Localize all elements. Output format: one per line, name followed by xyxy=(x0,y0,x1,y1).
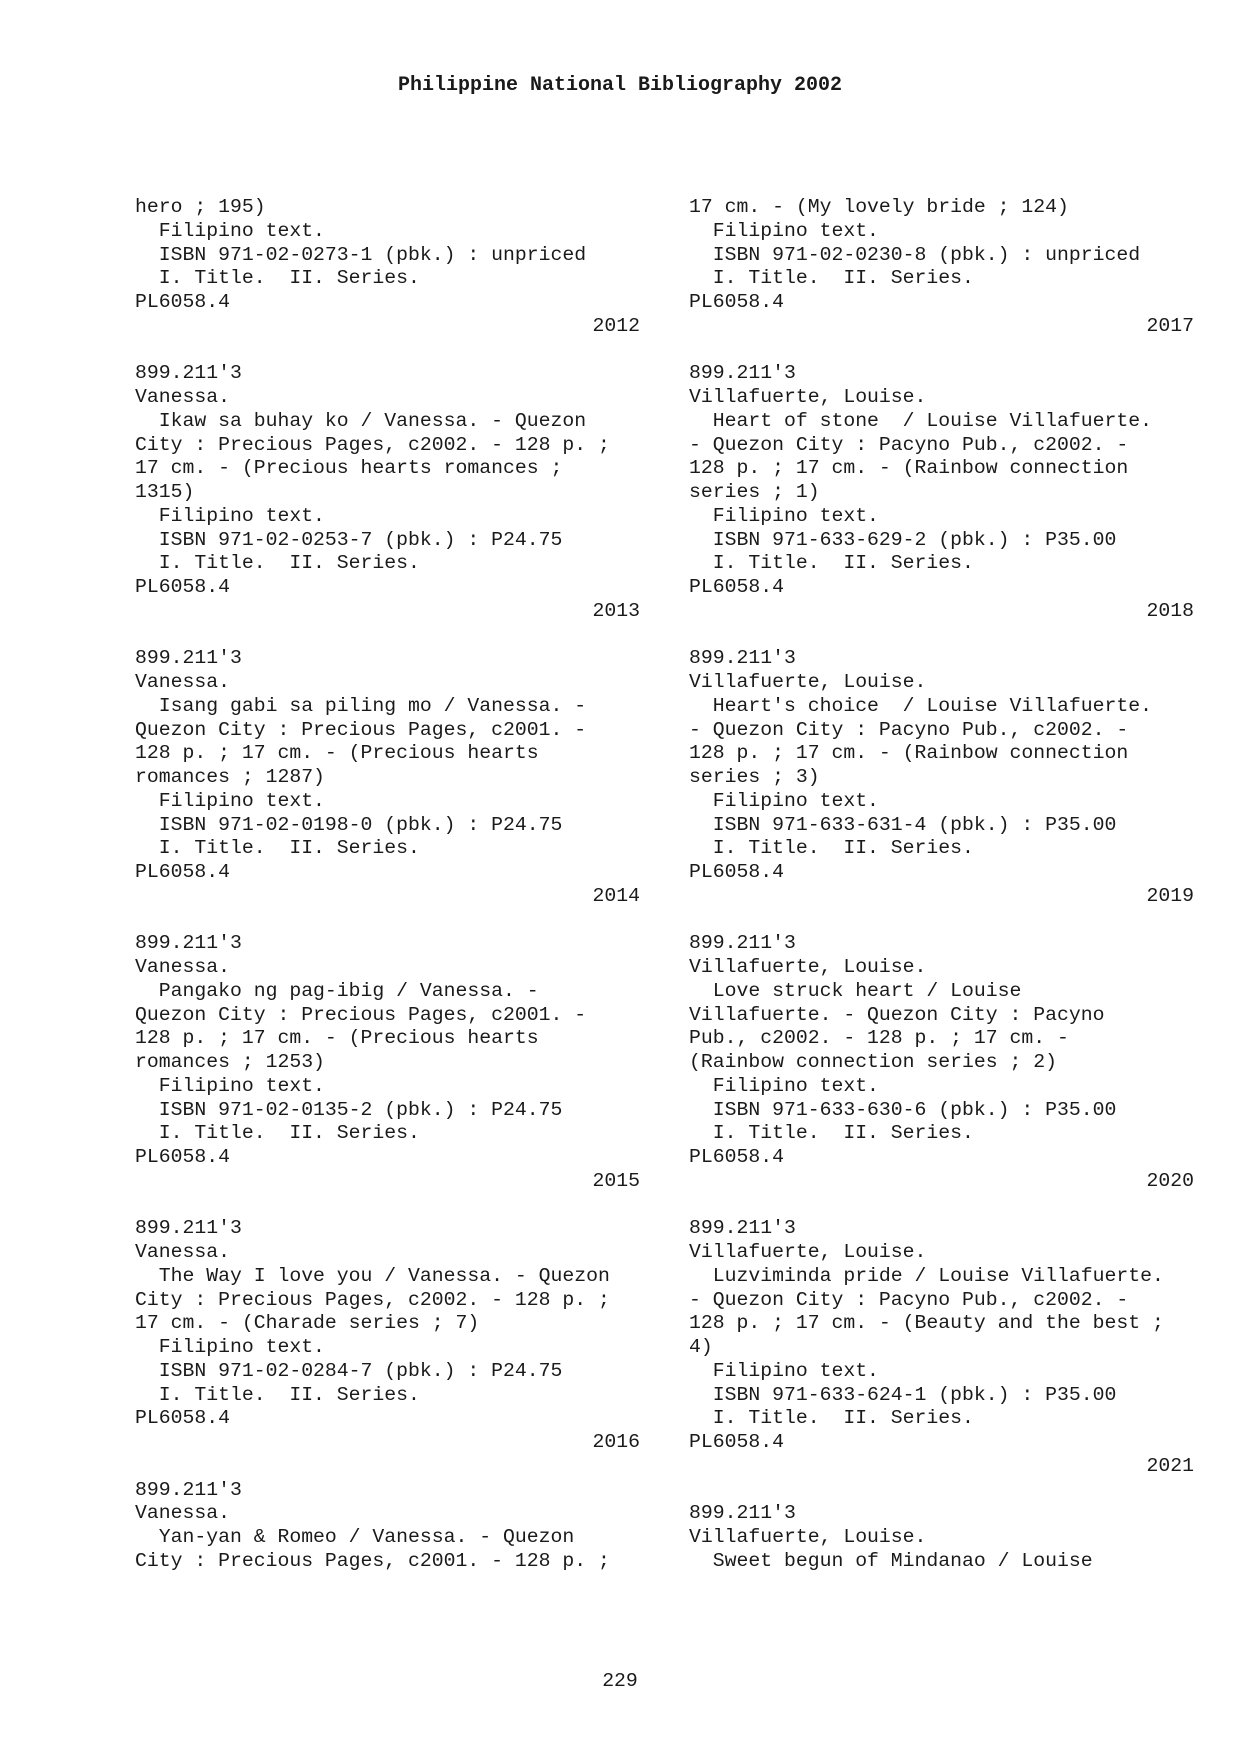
entry-line: 4) xyxy=(689,1336,713,1358)
entry-line: ISBN 971-633-624-1 (pbk.) : P35.00 xyxy=(689,1383,1117,1406)
bibliography-entry xyxy=(135,1217,640,1455)
entry-line: PL6058.4 xyxy=(689,291,784,313)
entry-line: Filipino text. xyxy=(135,789,325,812)
author-heading: Vanessa. xyxy=(135,1502,230,1525)
bibliography-entry xyxy=(135,647,640,908)
classification-number: 899.211'3 xyxy=(135,362,242,385)
classification-number: 899.211'3 xyxy=(135,932,242,955)
bibliography-entry xyxy=(689,647,1194,908)
entry-line: City : Precious Pages, c2001. - 128 p. ; xyxy=(135,1549,610,1572)
entry-line: City : Precious Pages, c2002. - 128 p. ; xyxy=(135,433,610,456)
entry-line: Quezon City : Precious Pages, c2001. - xyxy=(135,718,587,741)
entry-number: 2017 xyxy=(1146,314,1194,337)
entry-line: ISBN 971-02-0135-2 (pbk.) : P24.75 xyxy=(135,1098,563,1121)
continued-entry xyxy=(135,196,640,339)
classification-number: 899.211'3 xyxy=(135,647,242,670)
entry-line: 128 p. ; 17 cm. - (Precious hearts xyxy=(135,742,539,765)
author-heading: Villafuerte, Louise. xyxy=(689,956,927,978)
author-heading: Villafuerte, Louise. xyxy=(689,1526,927,1548)
entry-line: 128 p. ; 17 cm. - (Rainbow connection xyxy=(689,457,1129,480)
entry-line: The Way I love you / Vanessa. - Quezon xyxy=(135,1264,610,1287)
entry-line: PL6058.4 xyxy=(135,291,230,313)
call-number: PL6058.4 xyxy=(689,1431,784,1453)
entry-number: 2016 xyxy=(592,1431,640,1453)
entry-line: - Quezon City : Pacyno Pub., c2002. - xyxy=(689,718,1129,741)
entry-line: 128 p. ; 17 cm. - (Rainbow connection xyxy=(689,742,1129,765)
entry-line: Heart's choice / Louise Villafuerte. xyxy=(689,694,1152,717)
entry-line: - Quezon City : Pacyno Pub., c2002. - xyxy=(689,433,1129,456)
entry-line: I. Title. II. Series. xyxy=(689,1122,974,1145)
author-heading: Vanessa. xyxy=(135,386,230,408)
entry-line: Filipino text. xyxy=(135,504,325,527)
entry-line: Filipino text. xyxy=(135,1336,325,1358)
entry-line: ISBN 971-633-629-2 (pbk.) : P35.00 xyxy=(689,528,1117,551)
author-heading: Vanessa. xyxy=(135,956,230,978)
entry-line: Filipino text. xyxy=(135,219,325,242)
call-number: PL6058.4 xyxy=(689,861,784,883)
entry-line: I. Title. II. Series. xyxy=(135,267,420,290)
entry-line: I. Title. II. Series. xyxy=(135,837,420,860)
entry-line: ISBN 971-633-630-6 (pbk.) : P35.00 xyxy=(689,1098,1117,1121)
classification-number: 899.211'3 xyxy=(135,1478,242,1501)
entry-line: Filipino text. xyxy=(689,789,879,812)
call-number: PL6058.4 xyxy=(135,861,230,883)
entry-line: (Rainbow connection series ; 2) xyxy=(689,1051,1057,1073)
entry-number: 2013 xyxy=(592,599,640,622)
entry-line: ISBN 971-02-0253-7 (pbk.) : P24.75 xyxy=(135,528,563,551)
call-number: PL6058.4 xyxy=(689,576,784,598)
entry-line: Filipino text. xyxy=(135,1074,325,1097)
entry-line: series ; 1) xyxy=(689,481,820,503)
entry-line: I. Title. II. Series. xyxy=(135,552,420,575)
author-heading: Villafuerte, Louise. xyxy=(689,1241,927,1263)
entry-number: 2020 xyxy=(1146,1169,1194,1192)
partial-entry xyxy=(689,1502,1194,1573)
entry-line: 128 p. ; 17 cm. - (Beauty and the best ; xyxy=(689,1312,1164,1335)
classification-number: 899.211'3 xyxy=(689,362,796,385)
right-column xyxy=(689,196,1194,1574)
entry-number: 2015 xyxy=(592,1169,640,1192)
entry-line: Luzviminda pride / Louise Villafuerte. xyxy=(689,1264,1164,1287)
author-heading: Vanessa. xyxy=(135,671,230,693)
call-number: PL6058.4 xyxy=(135,1407,230,1430)
entry-number: 2012 xyxy=(592,314,640,337)
page-number: 229 xyxy=(602,1670,638,1692)
entry-number: 2014 xyxy=(592,884,640,907)
entry-line: Filipino text. xyxy=(689,1074,879,1097)
entry-line: ISBN 971-02-0198-0 (pbk.) : P24.75 xyxy=(135,813,563,836)
entry-line: 17 cm. - (Charade series ; 7) xyxy=(135,1312,480,1335)
classification-number: 899.211'3 xyxy=(689,932,796,955)
entry-line: I. Title. II. Series. xyxy=(689,1407,974,1430)
entry-line: Filipino text. xyxy=(689,219,879,242)
classification-number: 899.211'3 xyxy=(689,1217,796,1240)
entry-line: Isang gabi sa piling mo / Vanessa. - xyxy=(135,694,587,717)
entry-line: Quezon City : Precious Pages, c2001. - xyxy=(135,1003,587,1026)
entry-number: 2021 xyxy=(1146,1454,1194,1477)
entry-line: Yan-yan & Romeo / Vanessa. - Quezon xyxy=(135,1526,575,1548)
call-number: PL6058.4 xyxy=(135,576,230,598)
continued-entry xyxy=(689,196,1194,339)
entry-number: 2019 xyxy=(1146,884,1194,907)
entry-line: ISBN 971-633-631-4 (pbk.) : P35.00 xyxy=(689,813,1117,836)
bibliography-entry xyxy=(135,362,640,623)
entry-line: - Quezon City : Pacyno Pub., c2002. - xyxy=(689,1288,1129,1311)
entry-line: I. Title. II. Series. xyxy=(689,837,974,860)
entry-line: 1315) xyxy=(135,481,195,503)
classification-number: 899.211'3 xyxy=(135,1217,242,1240)
partial-entry xyxy=(135,1479,640,1574)
entry-line: City : Precious Pages, c2002. - 128 p. ; xyxy=(135,1288,610,1311)
entry-line: Heart of stone / Louise Villafuerte. xyxy=(689,409,1152,432)
bibliography-entry xyxy=(135,932,640,1193)
call-number: PL6058.4 xyxy=(135,1146,230,1168)
entry-line: Villafuerte. - Quezon City : Pacyno xyxy=(689,1003,1105,1026)
entry-line: ISBN 971-02-0230-8 (pbk.) : unpriced xyxy=(689,243,1141,266)
entry-line: Love struck heart / Louise xyxy=(689,979,1022,1002)
author-heading: Villafuerte, Louise. xyxy=(689,671,927,693)
call-number: PL6058.4 xyxy=(689,1146,784,1168)
entry-line: romances ; 1253) xyxy=(135,1051,325,1073)
bibliography-entry xyxy=(689,932,1194,1193)
entry-line: ISBN 971-02-0273-1 (pbk.) : unpriced xyxy=(135,243,587,266)
classification-number: 899.211'3 xyxy=(689,1502,796,1525)
author-heading: Villafuerte, Louise. xyxy=(689,386,927,408)
entry-number: 2018 xyxy=(1146,599,1194,622)
entry-line: Filipino text. xyxy=(689,504,879,527)
entry-line: Sweet begun of Mindanao / Louise xyxy=(689,1549,1093,1572)
left-column xyxy=(135,196,640,1574)
entry-line: 17 cm. - (My lovely bride ; 124) xyxy=(689,196,1069,218)
entry-line: I. Title. II. Series. xyxy=(689,267,974,290)
entry-line: Pangako ng pag-ibig / Vanessa. - xyxy=(135,979,539,1002)
entry-line: Pub., c2002. - 128 p. ; 17 cm. - xyxy=(689,1027,1069,1050)
entry-line: 128 p. ; 17 cm. - (Precious hearts xyxy=(135,1027,539,1050)
entry-line: I. Title. II. Series. xyxy=(135,1122,420,1145)
entry-line: ISBN 971-02-0284-7 (pbk.) : P24.75 xyxy=(135,1359,563,1382)
bibliography-entry xyxy=(689,362,1194,623)
entry-line: hero ; 195) xyxy=(135,196,266,218)
bibliography-entry xyxy=(689,1217,1194,1478)
entry-line: Ikaw sa buhay ko / Vanessa. - Quezon xyxy=(135,409,587,432)
classification-number: 899.211'3 xyxy=(689,647,796,670)
author-heading: Vanessa. xyxy=(135,1241,230,1263)
entry-line: I. Title. II. Series. xyxy=(689,552,974,575)
entry-line: I. Title. II. Series. xyxy=(135,1383,420,1406)
entry-line: Filipino text. xyxy=(689,1359,879,1382)
entry-line: 17 cm. - (Precious hearts romances ; xyxy=(135,457,563,480)
entry-line: series ; 3) xyxy=(689,766,820,788)
page-title: Philippine National Bibliography 2002 xyxy=(397,74,843,97)
entry-line: romances ; 1287) xyxy=(135,766,325,788)
